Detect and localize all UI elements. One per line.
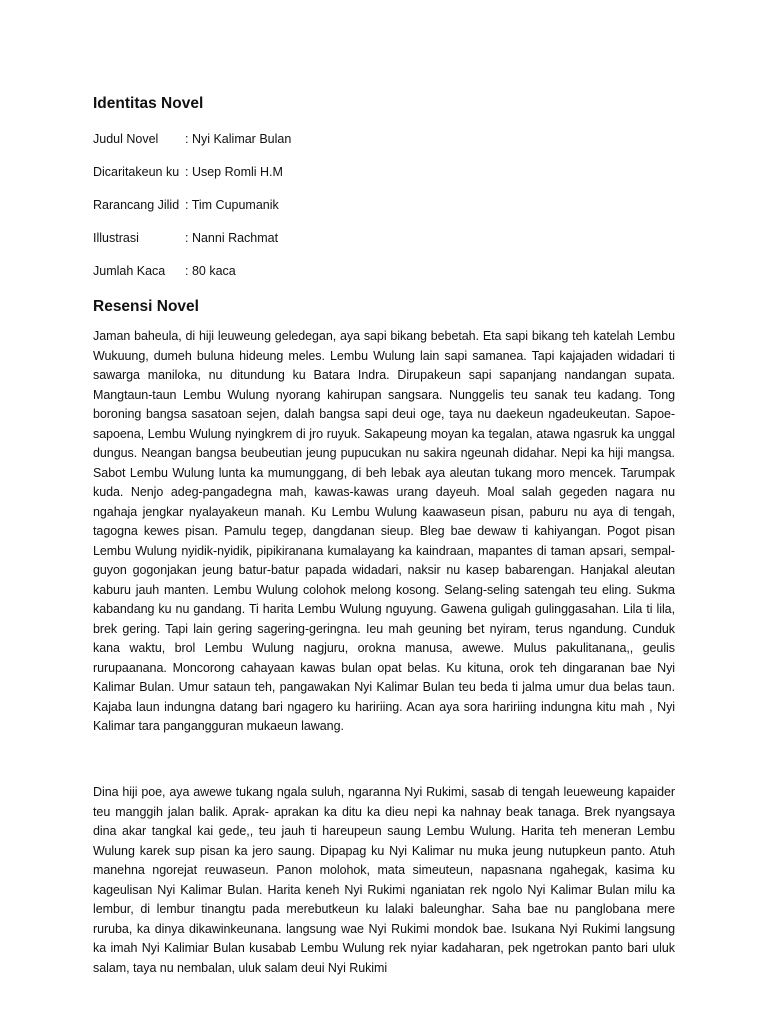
identity-heading: Identitas Novel (93, 95, 204, 112)
identity-label: Judul Novel (93, 132, 159, 146)
identity-label: Dicaritakeun ku (93, 165, 180, 179)
identity-label: Rarancang Jilid (93, 198, 180, 212)
identity-value: : Nyi Kalimar Bulan (185, 132, 292, 146)
review-paragraph: Dina hiji poe, aya awewe tukang ngala suluh, ngaranna Nyi Rukimi, sasab di tengah leueweung kapaider teu manggih jalan balik. Aprak- aprakan ka ditu ka dieu nepi ka nahnay beak tanaga. Brek nyangsaya dina akar tangkal kai gede,, teu jauh ti hareupeun saung Lembu Wulung. Harita teh meneran Lembu Wulung karek sup pisan ka jero saung. Dipapag ku Nyi Kalimar nu muka jeung nutupkeun panto. Atuh manehna ngorejat reuwaseun. Panon molohok, mata simeuteun, napasnana ngahegak, kasima ku kageulisan Nyi Kalimar Bulan. Harita keneh Nyi Rukimi nganiatan rek ngolo Nyi Kalimar Bulan milu ka lembur, di lembur tinangtu pada merebutkeun ku lalaki baleunghar. Saha bae nu panglobana mere ruruba, ka dinya dikawinkeunana. langsung wae Nyi Rukimi mondok bae. Isukana Nyi Rukimi langsung ka imah Nyi Kalimiar Bulan kusabab Lembu Wulung rek nyiar kadaharan, pek ngetrokan panto bari uluk salam, taya nu nembalan, uluk salam deui Nyi Rukimi (93, 785, 675, 975)
review-heading: Resensi Novel (93, 298, 199, 315)
identity-value: : Nanni Rachmat (185, 231, 279, 245)
identity-label: Illustrasi (93, 231, 139, 245)
identity-value: : Tim Cupumanik (185, 198, 279, 212)
identity-value: : Usep Romli H.M (185, 165, 283, 179)
identity-value: : 80 kaca (185, 264, 236, 278)
review-paragraph: Jaman baheula, di hiji leuweung geledegan, aya sapi bikang bebetah. Eta sapi bikang teh katelah Lembu Wukuung, dumeh buluna hideung meles. Lembu Wulung lain sapi samanea. Tapi kajajaden widadari ti sawarga maniloka, nu ditundung ku Batara Indra. Dirupakeun sapi sapanjang nandangan supata. Mangtaun-taun Lembu Wulung nyorang kahirupan sangsara. Nunggelis teu sanak teu kadang. Tong boroning bangsa sasatoan sejen, dalah bangsa sapi deui oge, taya nu daekeun ngadeukeutan. Sapoe-sapoena, Lembu Wulung nyingkrem di jro ruyuk. Sakapeung moyan ka tegalan, atawa ngasruk ka unggal dungus. Neangan bangsa beubeutian jeung pupucukan nu sakira ngeunah didahar. Nepi ka hiji mangsa. Sabot Lembu Wulung lunta ka mumunggang, di beh lebak aya aleutan tukang moro mencek. Tarumpak kuda. Nenjo adeg-pangadegna mah, kawas-kawas urang dayeuh. Moal salah gegeden nagara nu ngahaja jengkar nyalayakeun manah. Ku Lembu Wulung kaawaseun pisan, paburu nu aya di tengah, tagogna kewes pisan. Pamulu tegep, dangdanan sieup. Bleg bae dewaw ti kahiyangan. Pogot pisan Lembu Wulung nyidik-nyidik, pipikiranana kumalayang ka kaindraan, mapantes di taman apsari, sempal-guyon gogonjakan jeung batur-batur papada widadari, naksir nu kasep babarengan. Hanjakal aleutan kaburu jauh manten. Lembu Wulung colohok melong kosong. Selang-seling satengah teu eling. Sukma kabandang ku nu gandang. Ti harita Lembu Wulung nguyung. Gawena guligah gulinggasahan. Lila ti lila, brek gering. Tapi lain gering sagering-geringna. Ieu mah geuning bet nyiram, terus ngandung. Cunduk kana waktu, brol Lembu Wulung nagjuru, orokna manusa, awewe. Mulus pakulitanana,, geulis rurupaanana. Moncorong cahayaan kawas bulan opat belas. Ku kituna, orok teh dingaranan bae Nyi Kalimar Bulan. Umur sataun teh, pangawakan Nyi Kalimar Bulan teu beda ti jalma umur dua belas taun. Kajaba laun indungna datang bari ngagero ku haririing. Acan aya sora haririing indungna kitu mah , Nyi Kalimar tara pangangguran mukaeun lawang. (93, 329, 675, 733)
identity-label: Jumlah Kaca (93, 264, 166, 278)
